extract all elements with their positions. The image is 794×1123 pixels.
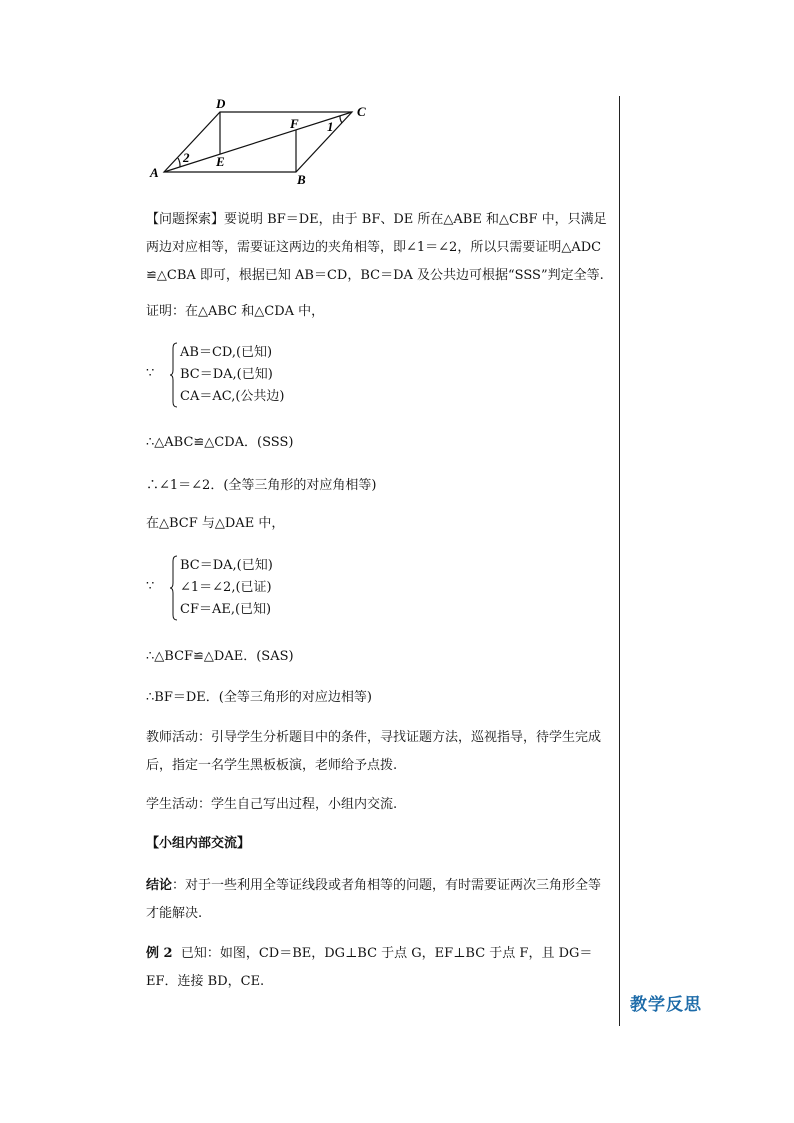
conclusion-label: 结论	[146, 878, 173, 893]
angle-arc-1	[340, 116, 342, 123]
conclusion-text: ：对于一些利用全等证线段或者角相等的问题，有时需要证两次三角形全等才能解决.	[146, 878, 602, 921]
proof-conclusion-2: ∴∠1＝∠2．(全等三角形的对应角相等)	[146, 478, 377, 493]
angle-arc-2	[178, 158, 180, 167]
brace-icon	[170, 342, 178, 408]
proof-line: BC＝DA,(已知)	[180, 367, 273, 382]
label-e: E	[216, 154, 225, 169]
label-angle-1: 1	[327, 119, 334, 134]
column-divider	[619, 96, 620, 1026]
brace-icon	[170, 555, 178, 621]
proof-line: ∠1＝∠2,(已证)	[180, 580, 272, 595]
proof-conclusion-4: ∴BF＝DE．(全等三角形的对应边相等)	[146, 690, 372, 705]
conclusion-paragraph	[146, 872, 612, 928]
example-text: 已知：如图，CD＝BE，DG⊥BC 于点 G，EF⊥BC 于点 F，且 DG＝EF．连接 BD，CE.	[146, 946, 593, 989]
example-paragraph	[146, 940, 612, 996]
proof-line: AB＝CD,(已知)	[180, 345, 273, 360]
group-heading: 【小组内部交流】	[146, 836, 251, 851]
proof-system-2	[146, 555, 446, 625]
student-activity: 学生活动：学生自己写出过程，小组内交流.	[146, 797, 398, 812]
example-label: 例 2	[146, 946, 173, 961]
explore-text: 要说明 BF＝DE，由于 BF、DE 所在△ABE 和△CBF 中，只满足两边对应相等，需要证这两边的夹角相等，即∠1＝∠2，所以只需要证明△ADC ≌△CBA 即可，根据已知 AB＝CD，BC＝DA 及公共边可根据“SSS”判定全等.	[146, 212, 607, 283]
proof-line: CA＝AC,(公共边)	[180, 389, 285, 404]
label-f: F	[290, 116, 299, 131]
proof-line: CF＝AE,(已知)	[180, 602, 272, 617]
label-d: D	[216, 96, 226, 111]
because-symbol: ∵	[146, 366, 155, 381]
proof-line: BC＝DA,(已知)	[180, 558, 273, 573]
proof-conclusion-1: ∴△ABC≌△CDA．(SSS)	[146, 435, 294, 450]
proof-intro: 证明：在△ABC 和△CDA 中，	[146, 304, 325, 319]
label-angle-2: 2	[183, 150, 190, 165]
sidebar-title: 教学反思	[630, 995, 702, 1015]
label-a: A	[150, 165, 159, 180]
proof-system-1	[146, 342, 446, 412]
explore-paragraph	[146, 206, 612, 290]
label-c: C	[357, 104, 366, 119]
proof-intro-2: 在△BCF 与△DAE 中，	[146, 516, 285, 531]
explore-heading: 【问题探索】	[146, 212, 225, 227]
proof-conclusion-3: ∴△BCF≌△DAE．(SAS)	[146, 649, 294, 664]
parallelogram-figure	[146, 96, 376, 186]
teacher-activity: 教师活动：引导学生分析题目中的条件，寻找证题方法，巡视指导，待学生完成后，指定一名学生黑板板演，老师给予点拨.	[146, 730, 602, 773]
because-symbol: ∵	[146, 579, 155, 594]
label-b: B	[297, 172, 306, 186]
